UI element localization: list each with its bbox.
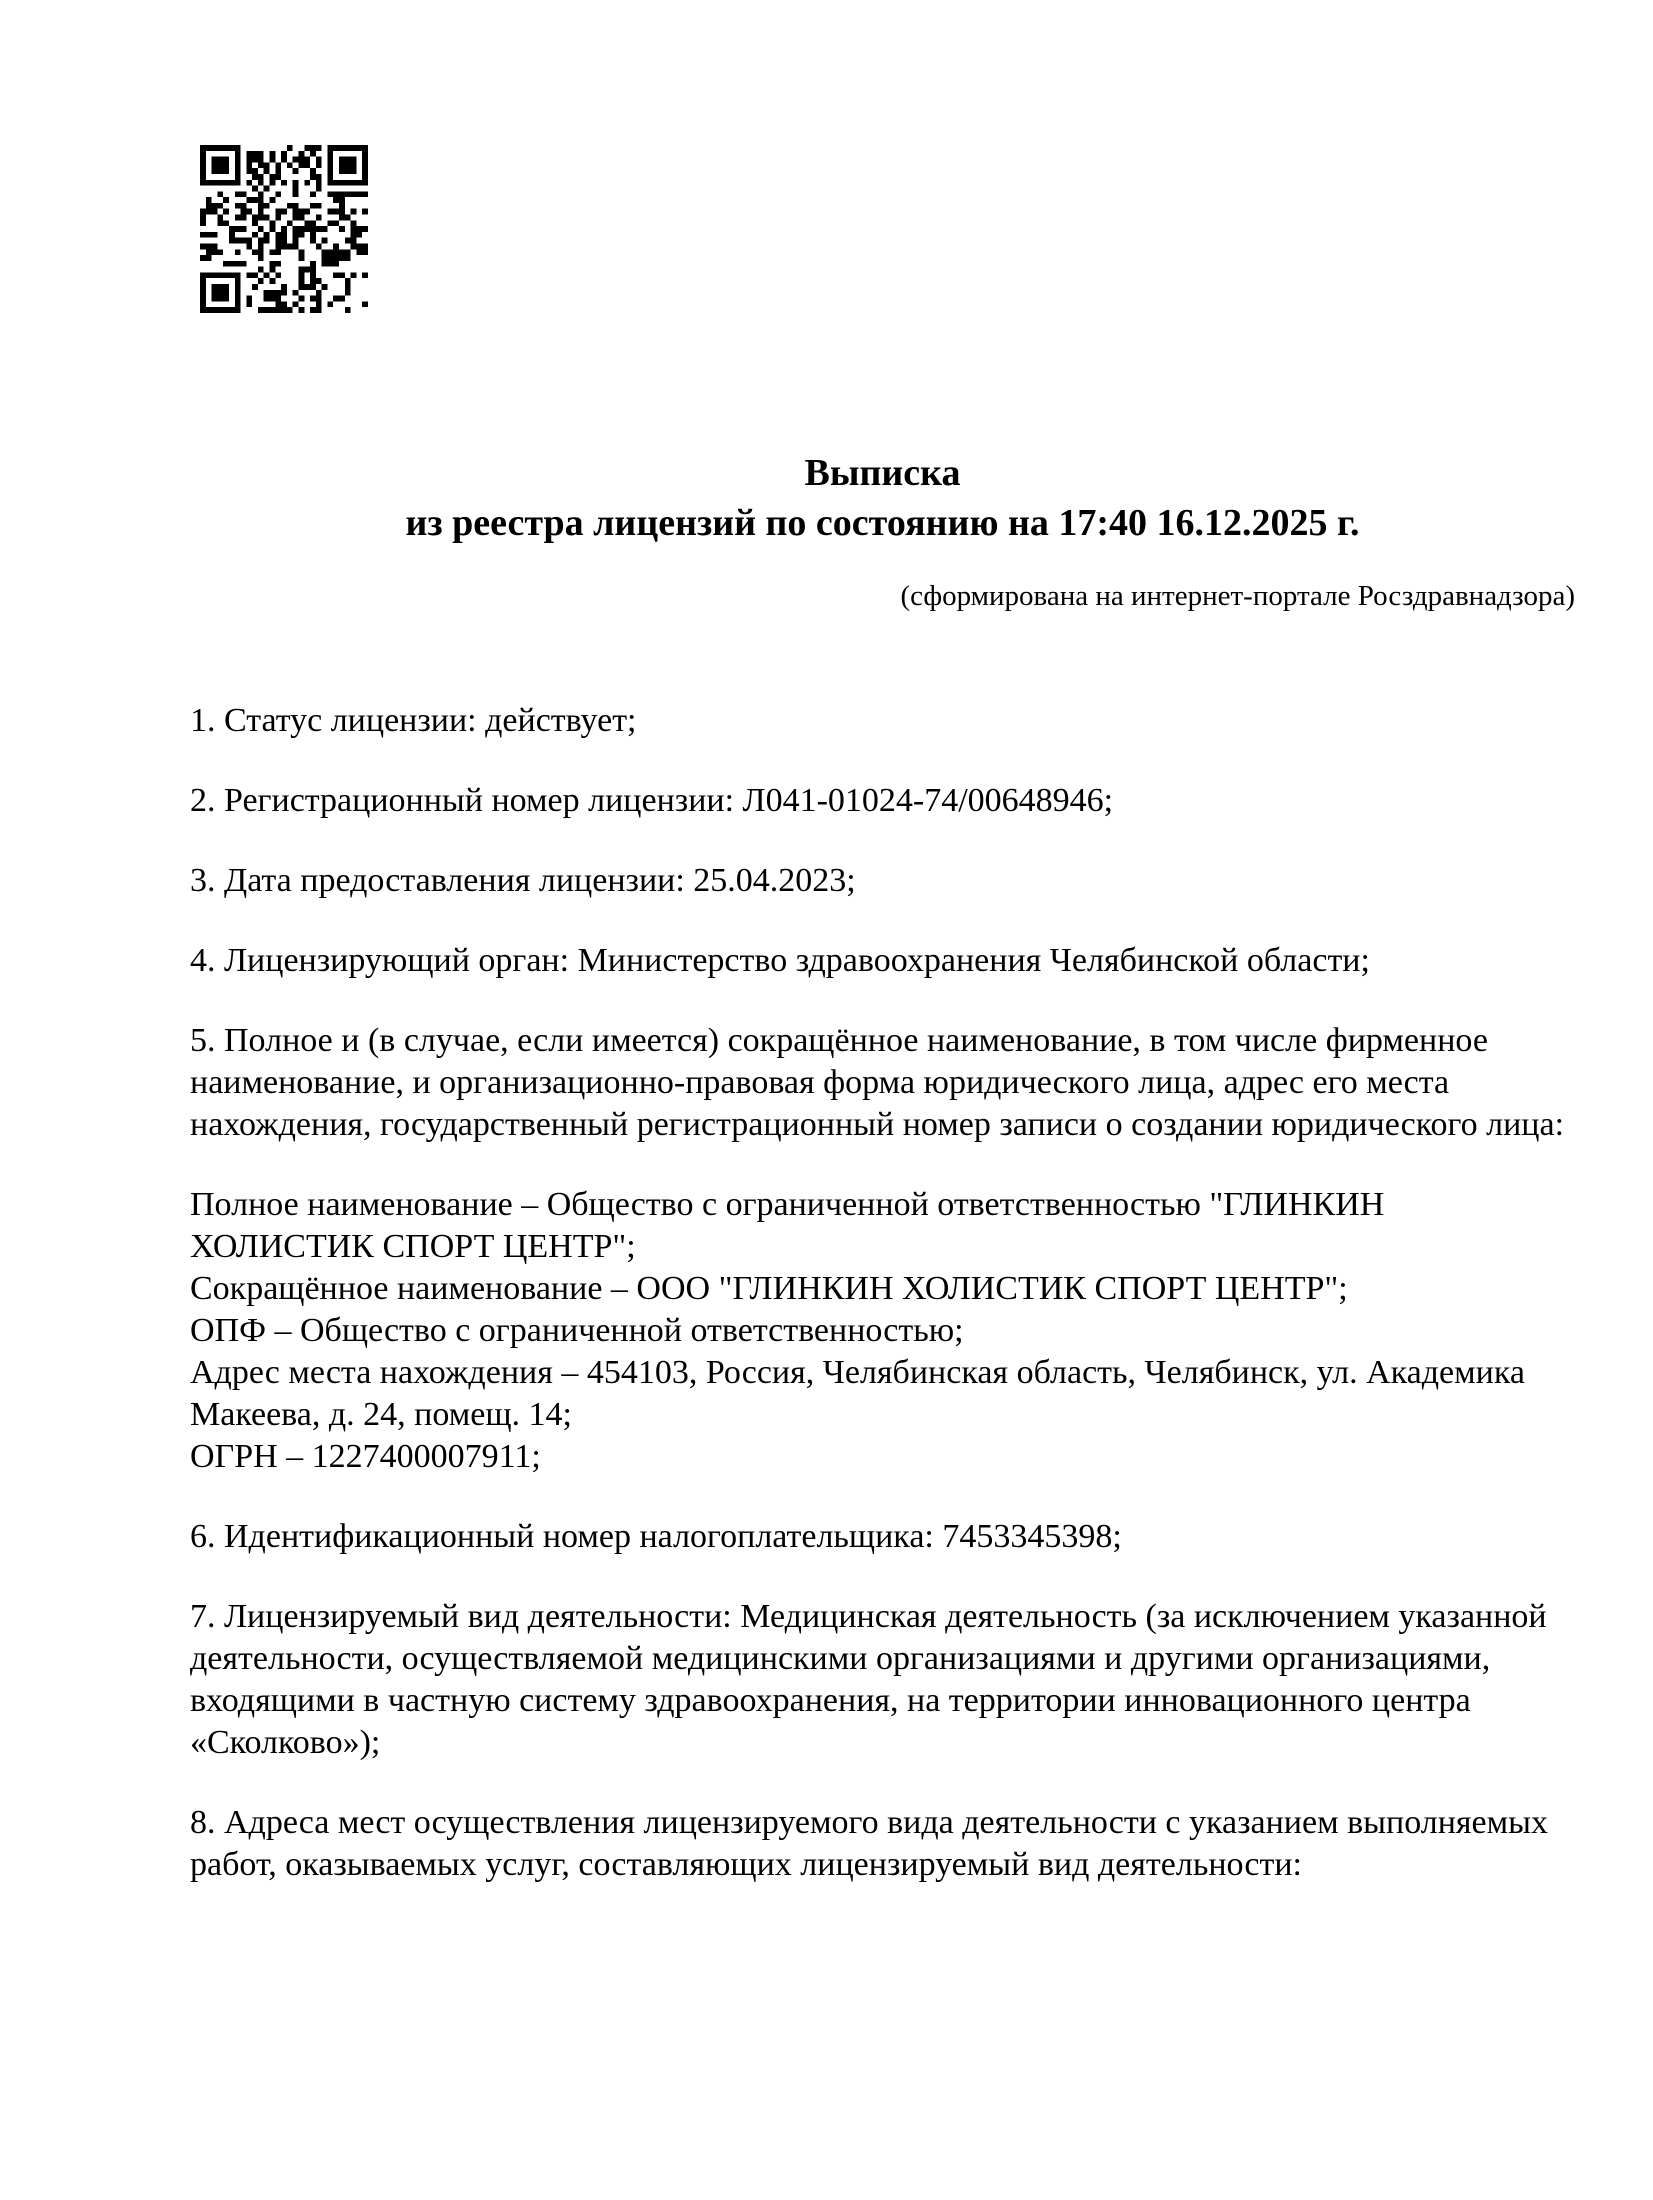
paragraph-registration-number: 2. Регистрационный номер лицензии: Л041-01024-74/00648946; [190,782,1114,819]
paragraph-addresses-intro: 8. Адреса мест осуществления лицензируемого вида деятельности с указанием выполняемых работ, оказываемых услуг, составляющих лицензируемый вид деятельности: [190,1804,1548,1883]
formation-note: (сформирована на интернет-портале Росздравнадзора) [900,580,1575,612]
document-title [190,448,1575,548]
paragraph-names-intro: 5. Полное и (в случае, если имеется) сокращённое наименование, в том числе фирменное наименование, и организационно-правовая форма юридического лица, адрес его места нахождения, государственный регистрационный номер записи о создании юридического лица: [190,1022,1565,1143]
org-address: Адрес места нахождения – 454103, Россия, Челябинская область, Челябинск, ул. Академика Макеева, д. 24, помещ. 14; [190,1354,1525,1433]
org-short-name: Сокращённое наименование – ООО "ГЛИНКИН ХОЛИСТИК СПОРТ ЦЕНТР"; [190,1270,1348,1307]
org-legal-form: ОПФ – Общество с ограниченной ответственностью; [190,1312,964,1349]
organization-details [190,1184,1575,1478]
paragraph-licensing-authority: 4. Лицензирующий орган: Министерство здравоохранения Челябинской области; [190,942,1370,979]
title-line-1: Выписка [804,452,961,494]
paragraph-inn: 6. Идентификационный номер налогоплательщика: 7453345398; [190,1518,1122,1555]
org-ogrn: ОГРН – 1227400007911; [190,1438,541,1475]
paragraph-licensed-activity: 7. Лицензируемый вид деятельности: Медицинская деятельность (за исключением указанной деятельности, осуществляемой медицинскими организациями и другими организациями, входящими в частную систему здравоохранения, на территории инновационного центра «Сколково»); [190,1598,1547,1761]
paragraph-grant-date: 3. Дата предоставления лицензии: 25.04.2023; [190,862,856,899]
qr-code-icon [200,145,368,313]
paragraph-license-status: 1. Статус лицензии: действует; [190,702,637,739]
title-line-2: из реестра лицензий по состоянию на 17:40 16.12.2025 г. [405,502,1360,544]
org-full-name: Полное наименование – Общество с ограниченной ответственностью "ГЛИНКИН ХОЛИСТИК СПОРТ ЦЕНТР"; [190,1186,1385,1265]
